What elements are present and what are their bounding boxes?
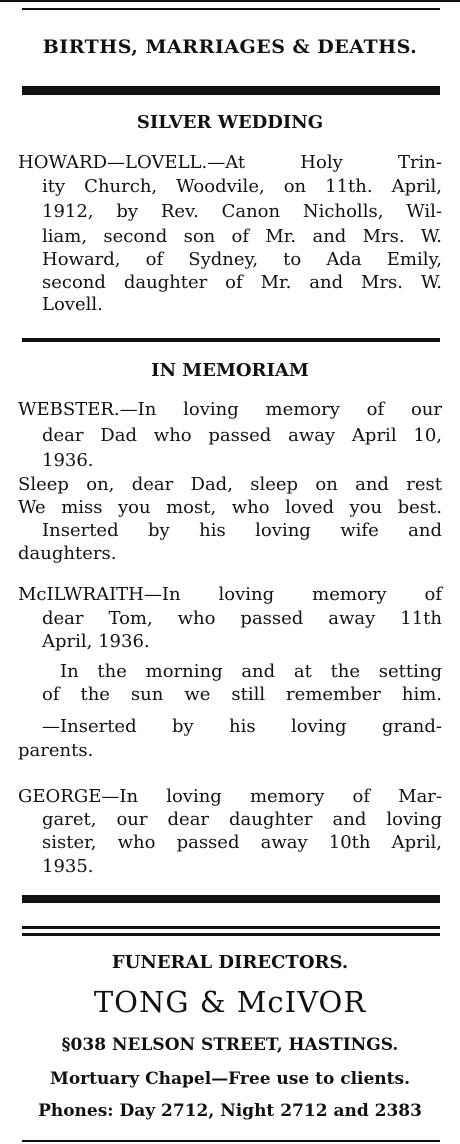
funeral-directors-heading: FUNERAL DIRECTORS.: [111, 952, 349, 973]
webster-line: dear Dad who passed away April 10,: [42, 425, 442, 446]
divider-thick-rule: [22, 895, 440, 903]
section-title: BIRTHS, MARRIAGES & DEATHS.: [42, 36, 418, 58]
divider-thin-rule: [22, 933, 440, 936]
silver-wedding-line: second daughter of Mr. and Mrs. W.: [42, 272, 442, 293]
mcilwraith-inserted-line: parents.: [18, 740, 94, 761]
webster-verse-line: Sleep on, dear Dad, sleep on and rest: [18, 474, 442, 495]
bottom-rule: [22, 1140, 440, 1142]
divider-thin-rule: [22, 926, 440, 929]
mcilwraith-line: April, 1936.: [42, 631, 150, 652]
mcilwraith-line: McILWRAITH—In loving memory of: [18, 584, 442, 605]
mcilwraith-line: dear Tom, who passed away 11th: [42, 608, 442, 629]
firm-chapel: Mortuary Chapel—Free use to clients.: [50, 1069, 410, 1089]
webster-inserted-line: Inserted by his loving wife and: [42, 520, 442, 541]
george-line: garet, our dear daughter and loving: [42, 809, 442, 830]
george-line: GEORGE—In loving memory of Mar-: [18, 786, 442, 807]
silver-wedding-line: liam, second son of Mr. and Mrs. W.: [42, 226, 442, 247]
mcilwraith-verse-line: In the morning and at the setting: [60, 661, 442, 682]
silver-wedding-line: Howard, of Sydney, to Ada Emily,: [42, 249, 442, 270]
mcilwraith-verse-line: of the sun we still remember him.: [42, 684, 442, 705]
top-thin-rule: [22, 8, 440, 10]
george-line: sister, who passed away 10th April,: [42, 832, 442, 853]
firm-address: §038 NELSON STREET, HASTINGS.: [61, 1035, 399, 1055]
webster-verse-line: We miss you most, who loved you best.: [18, 497, 442, 518]
masthead-thick-rule: [22, 86, 440, 95]
webster-inserted-line: daughters.: [18, 543, 117, 564]
firm-phones: Phones: Day 2712, Night 2712 and 2383: [38, 1101, 422, 1121]
mcilwraith-inserted-line: —Inserted by his loving grand-: [42, 716, 442, 737]
george-line: 1935.: [42, 856, 94, 877]
silver-wedding-heading: SILVER WEDDING: [136, 112, 324, 133]
silver-wedding-line: HOWARD—LOVELL.—At Holy Trin-: [18, 152, 442, 173]
webster-line: 1936.: [42, 450, 94, 471]
firm-name: TONG & McIVOR: [93, 985, 367, 1019]
top-rule: [0, 0, 460, 2]
in-memoriam-heading: IN MEMORIAM: [151, 360, 309, 381]
silver-wedding-line: 1912, by Rev. Canon Nicholls, Wil-: [42, 201, 442, 222]
silver-wedding-line: ity Church, Woodvile, on 11th. April,: [42, 176, 442, 197]
silver-wedding-line: Lovell.: [42, 294, 103, 315]
divider-rule: [22, 338, 440, 342]
webster-line: WEBSTER.—In loving memory of our: [18, 399, 442, 420]
